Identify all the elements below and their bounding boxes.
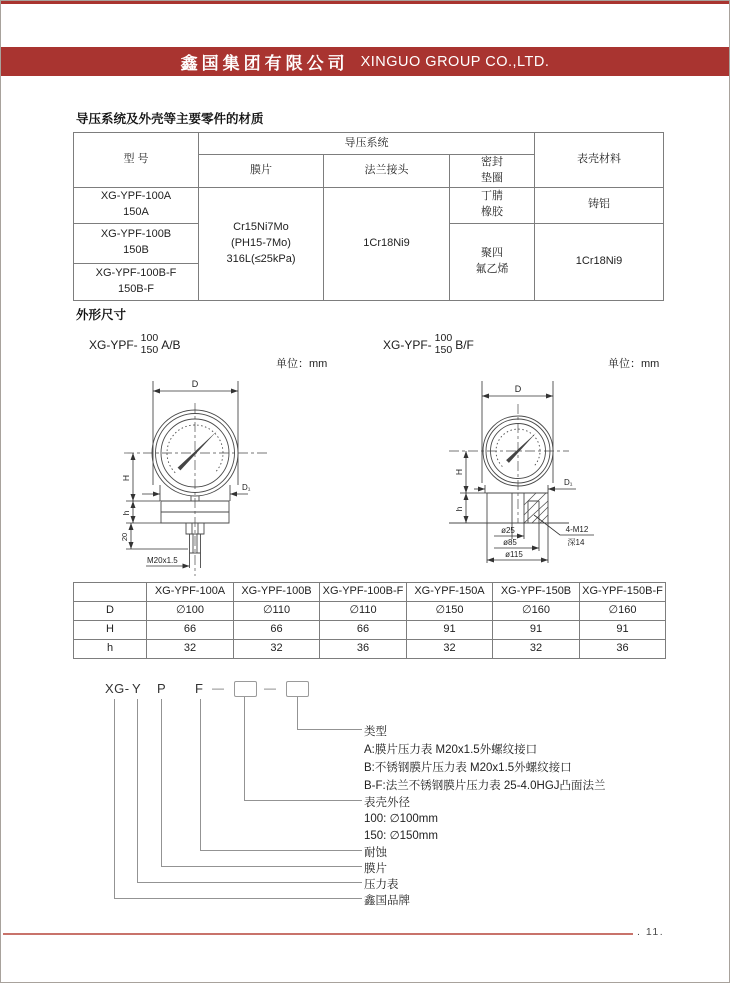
gasket-header-line2: 垫圈 — [481, 171, 503, 184]
dim-label-thread: M20x1.5 — [147, 556, 178, 565]
connector-brand — [114, 699, 362, 899]
left-model-fraction — [141, 333, 159, 356]
dim-label-D1: D₁ — [564, 478, 573, 487]
gasket-header-line1: 密封 — [481, 156, 503, 168]
materials-table — [73, 132, 664, 301]
diaphragm-line2: (PH15-7Mo) — [231, 236, 291, 249]
company-name-cn: 鑫国集团有限公司 — [180, 54, 349, 73]
code-dash-2: — — [264, 681, 276, 695]
dims-header-0: XG-YPF-100A — [147, 583, 234, 602]
label-type-b: B:不锈钢膜片压力表 M20x1.5外螺纹接口 — [364, 762, 572, 774]
dims-header-2: XG-YPF-100B-F — [320, 583, 407, 602]
gauge-drawing-ab — [96, 373, 276, 578]
right-fraction-bottom: 150 — [434, 343, 453, 356]
case-material-cell-2: 1Cr18Ni9 — [535, 223, 664, 300]
model-100bf: XG-YPF-100B-F — [95, 266, 177, 279]
page-number: . 11. — [637, 926, 665, 938]
dims-H-2: 66 — [320, 621, 407, 640]
materials-section-title: 导压系统及外壳等主要零件的材质 — [76, 112, 264, 126]
col-header-model: 型 号 — [74, 133, 199, 188]
dims-header-4: XG-YPF-150B — [493, 583, 580, 602]
col-header-case: 表壳材料 — [535, 133, 664, 188]
dim-label-bolt: 4-M12 — [565, 525, 589, 534]
company-banner — [1, 47, 729, 76]
dims-H-1: 66 — [234, 621, 320, 640]
gasket-material-cell-1 — [450, 187, 535, 223]
code-segment-y: Y — [132, 681, 142, 696]
left-unit-label: 单位：mm — [276, 358, 328, 370]
dim-label-phi115: ø115 — [505, 550, 523, 559]
model-150a: 150A — [123, 206, 149, 219]
left-model-prefix: XG-YPF- — [89, 337, 138, 352]
label-diameter-title: 表壳外径 — [364, 797, 410, 809]
dims-h-0: 32 — [147, 640, 234, 659]
right-model-suffix: B/F — [455, 337, 474, 352]
code-segment-f: F — [195, 681, 204, 696]
dim-label-D: D — [191, 379, 199, 389]
col-header-gasket — [450, 155, 535, 188]
gasket-material-cell-2 — [450, 223, 535, 300]
dim-label-depth: 深14 — [567, 538, 585, 547]
diaphragm-line3: 316L(≤25kPa) — [226, 252, 296, 265]
dim-label-H: H — [121, 474, 131, 482]
dims-D-4: ∅160 — [493, 602, 580, 621]
dims-header-1: XG-YPF-100B — [234, 583, 320, 602]
dims-D-2: ∅110 — [320, 602, 407, 621]
model-150bf: 150B-F — [117, 282, 155, 295]
gauge-needle — [178, 431, 217, 470]
model-150b: 150B — [123, 244, 149, 257]
gasket2-line1: 聚四 — [481, 246, 503, 259]
left-fraction-bottom: 150 — [140, 343, 159, 356]
gauge-body-lines — [449, 381, 569, 523]
label-p: 膜片 — [364, 863, 387, 875]
dim-label-phi25: ø25 — [501, 526, 515, 535]
code-segment-brand: XG- — [105, 681, 130, 696]
label-f: 耐蚀 — [364, 847, 387, 859]
dims-H-5: 91 — [580, 621, 666, 640]
dimensions-table — [73, 582, 666, 659]
code-box-type — [286, 681, 309, 697]
model-cell-100a — [74, 187, 199, 223]
dim-label-H: H — [454, 468, 464, 476]
col-header-flange: 法兰接头 — [324, 155, 450, 188]
gauge-needle — [506, 433, 536, 463]
label-diameter-150: 150: ∅150mm — [364, 830, 438, 842]
label-type-a: A:膜片压力表 M20x1.5外螺纹接口 — [364, 744, 538, 756]
diaphragm-material-cell — [199, 187, 324, 300]
dims-D-0: ∅100 — [147, 602, 234, 621]
dims-h-4: 32 — [493, 640, 580, 659]
code-segment-p: P — [157, 681, 167, 696]
label-type-title: 类型 — [364, 726, 387, 738]
dim-label-h: h — [121, 510, 131, 516]
col-header-system: 导压系统 — [199, 133, 535, 155]
label-type-bf: B-F:法兰不锈钢膜片压力表 25-4.0HGJ凸面法兰 — [364, 780, 606, 792]
code-box-diameter — [234, 681, 257, 697]
dims-D-1: ∅110 — [234, 602, 320, 621]
model-100a: XG-YPF-100A — [100, 190, 172, 203]
dims-D-5: ∅160 — [580, 602, 666, 621]
dim-label-h: h — [454, 506, 464, 512]
company-name-en: XINGUO GROUP CO.,LTD. — [360, 53, 550, 70]
dims-H-4: 91 — [493, 621, 580, 640]
dims-h-2: 36 — [320, 640, 407, 659]
gauge-drawing-bf — [436, 373, 636, 578]
code-dash-1: — — [212, 681, 224, 695]
right-model-fraction — [435, 333, 453, 356]
gauge-body-lines — [124, 381, 268, 576]
dims-D-3: ∅150 — [407, 602, 493, 621]
dims-row-label-h: h — [74, 640, 147, 659]
dims-row-label-D: D — [74, 602, 147, 621]
dim-label-20: 20 — [120, 532, 129, 542]
diaphragm-line1: Cr15Ni7Mo — [233, 220, 289, 233]
gasket1-line1: 丁腈 — [481, 190, 503, 203]
table-row — [74, 602, 666, 621]
dims-h-3: 32 — [407, 640, 493, 659]
dims-corner-cell — [74, 583, 147, 602]
model-cell-100bf — [74, 263, 199, 300]
dim-label-D: D — [514, 384, 522, 394]
right-drawing-model-label — [383, 333, 474, 356]
dim-label-phi85: ø85 — [503, 538, 517, 547]
dim-label-D1: D₁ — [242, 483, 251, 492]
gasket2-line2: 氟乙烯 — [475, 262, 509, 275]
dims-header-3: XG-YPF-150A — [407, 583, 493, 602]
footer-red-rule — [3, 933, 633, 935]
case-material-cell-1: 铸铝 — [535, 187, 664, 223]
flange-material-cell: 1Cr18Ni9 — [324, 187, 450, 300]
right-unit-label: 单位：mm — [608, 358, 660, 370]
label-y: 压力表 — [364, 879, 399, 891]
dims-h-5: 36 — [580, 640, 666, 659]
right-fraction-top: 100 — [434, 332, 453, 344]
table-row — [74, 640, 666, 659]
gasket1-line2: 橡胶 — [481, 206, 503, 219]
model-cell-100b — [74, 223, 199, 263]
dims-H-0: 66 — [147, 621, 234, 640]
label-brand: 鑫国品牌 — [364, 895, 410, 907]
outline-section-title: 外形尺寸 — [76, 308, 127, 322]
dims-header-5: XG-YPF-150B-F — [580, 583, 666, 602]
dims-H-3: 91 — [407, 621, 493, 640]
label-diameter-100: 100: ∅100mm — [364, 813, 438, 825]
col-header-diaphragm: 膜片 — [199, 155, 324, 188]
left-model-suffix: A/B — [161, 337, 181, 352]
right-model-prefix: XG-YPF- — [383, 337, 432, 352]
left-fraction-top: 100 — [140, 332, 159, 344]
table-row — [74, 621, 666, 640]
top-red-rule — [1, 1, 729, 4]
dims-row-label-H: H — [74, 621, 147, 640]
dims-h-1: 32 — [234, 640, 320, 659]
left-drawing-model-label — [89, 333, 181, 356]
model-100b: XG-YPF-100B — [100, 228, 172, 241]
